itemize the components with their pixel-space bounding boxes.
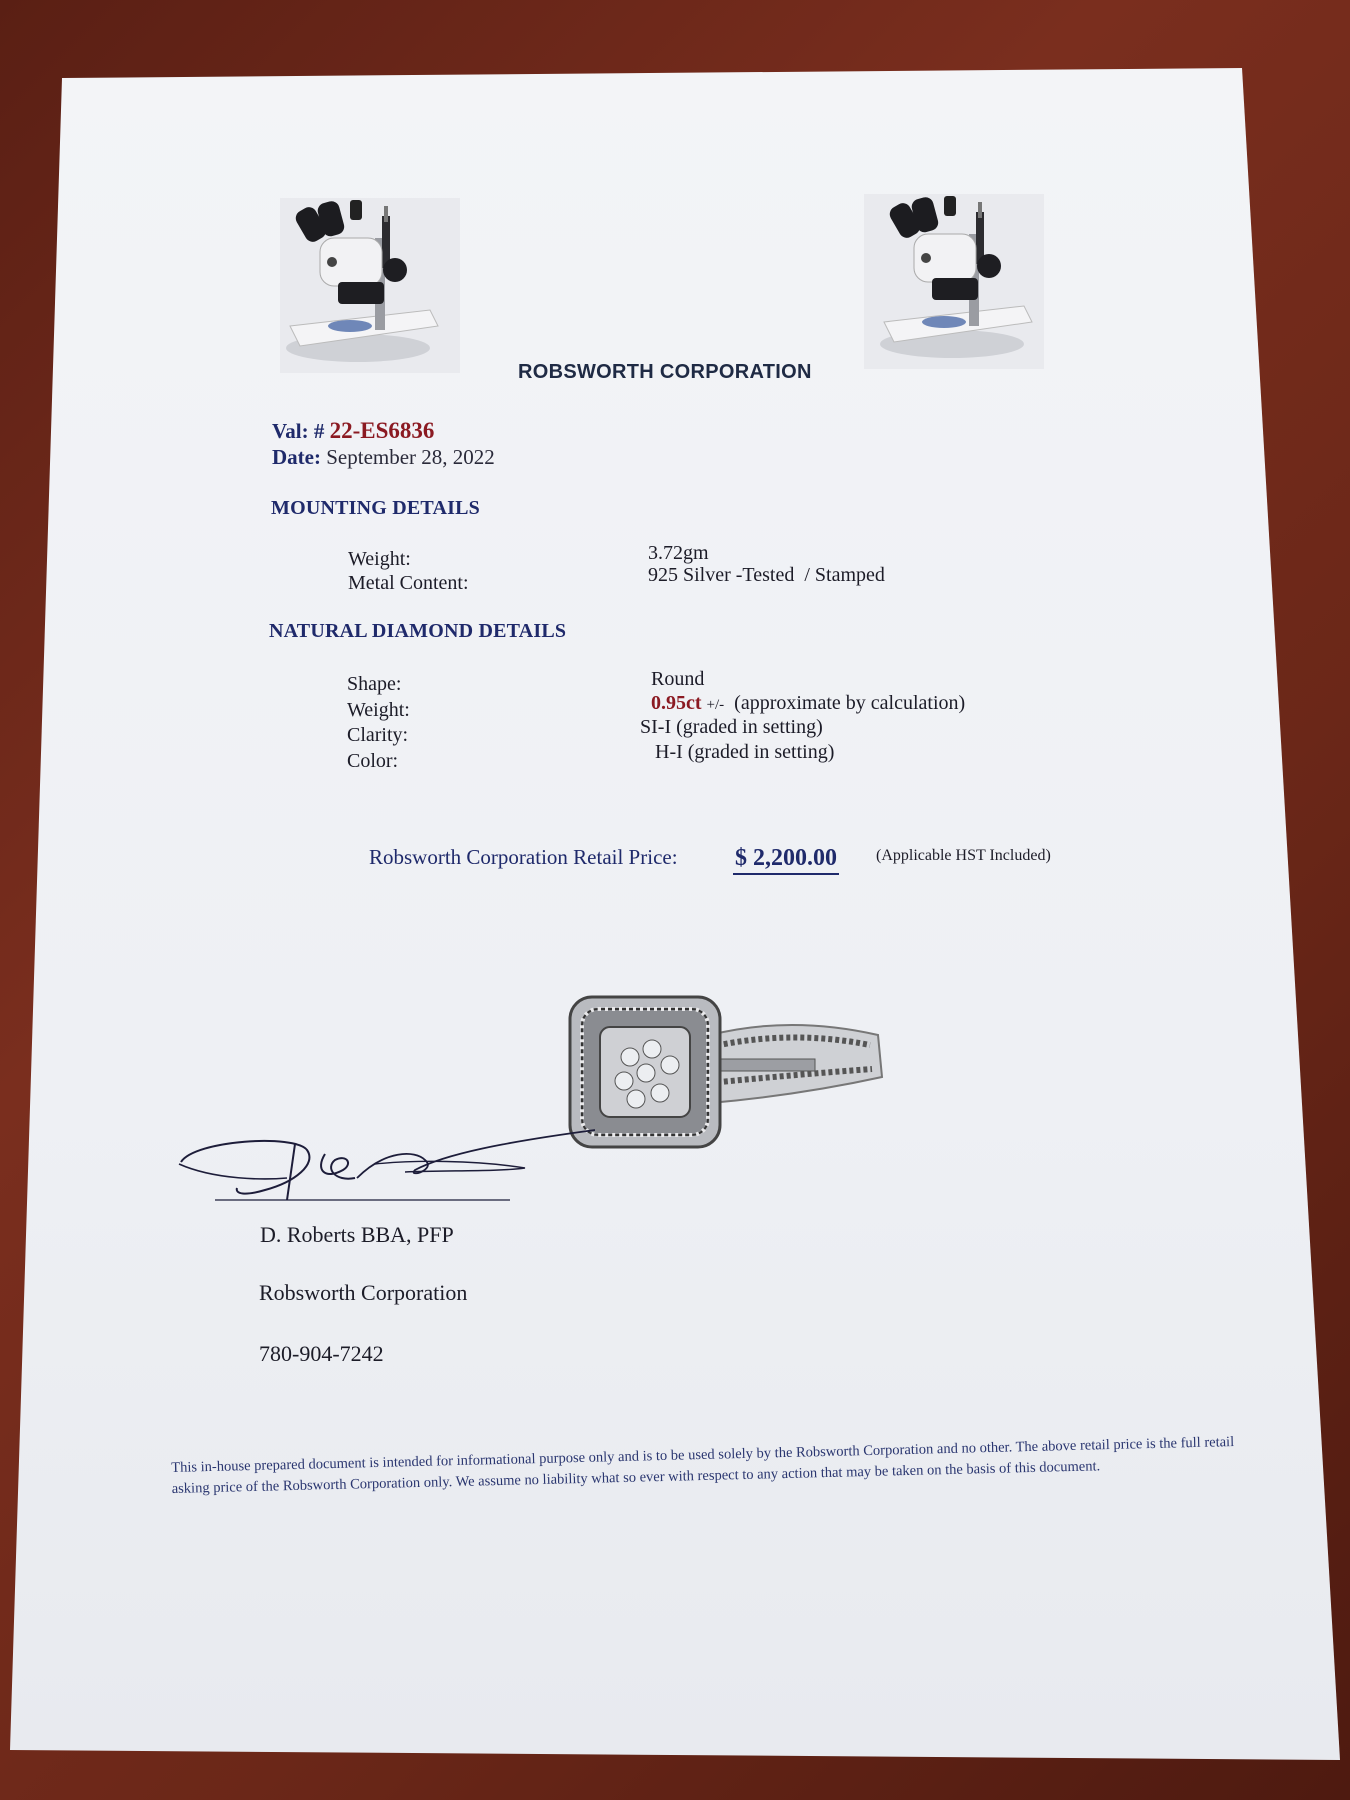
retail-price-label: Robsworth Corporation Retail Price: bbox=[369, 845, 678, 869]
signatory-name: D. Roberts BBA, PFP bbox=[260, 1222, 454, 1247]
date-label: Date: bbox=[272, 445, 321, 469]
signatory-phone: 780-904-7242 bbox=[259, 1341, 384, 1366]
clarity-label: Clarity: bbox=[347, 724, 409, 746]
diamond-details-title: NATURAL DIAMOND DETAILS bbox=[269, 620, 567, 642]
val-label: Val: # bbox=[272, 419, 325, 443]
date-line bbox=[272, 445, 495, 470]
mounting-details-title: MOUNTING DETAILS bbox=[271, 497, 480, 519]
carat-weight: 0.95ct bbox=[651, 692, 702, 714]
color-label: Color: bbox=[347, 750, 399, 772]
date-value: September 28, 2022 bbox=[326, 445, 495, 469]
metal-content-value: 925 Silver -Tested / Stamped bbox=[648, 564, 885, 586]
handwritten-signature bbox=[175, 1120, 595, 1225]
valuation-number-line bbox=[272, 418, 434, 444]
diamond-weight-label: Weight: bbox=[347, 699, 410, 721]
microscope-image-left bbox=[280, 198, 460, 373]
hst-note: (Applicable HST Included) bbox=[876, 847, 1051, 864]
shape-label: Shape: bbox=[347, 673, 402, 695]
retail-price-value: $ 2,200.00 bbox=[733, 845, 839, 875]
metal-content-label: Metal Content: bbox=[348, 572, 469, 594]
signatory-company: Robsworth Corporation bbox=[259, 1280, 468, 1305]
company-heading: ROBSWORTH CORPORATION bbox=[518, 361, 812, 383]
shape-value: Round bbox=[651, 668, 705, 690]
color-value: H-I (graded in setting) bbox=[655, 741, 835, 763]
val-number: 22-ES6836 bbox=[329, 418, 435, 443]
disclaimer-text: This in-house prepared document is intended for informational purpose only and is to be used solely by the Robsworth Corporation and no other. The above retail price is the full retail asking price of the Robsworth Corporation only. We assume no liability what so ever with respect to any action that may be taken on the basis of this document. bbox=[171, 1434, 1235, 1497]
microscope-image-right bbox=[864, 194, 1044, 369]
mount-weight-label: Weight: bbox=[348, 548, 411, 570]
carat-tolerance: +/- bbox=[706, 697, 725, 713]
diamond-weight-value bbox=[651, 692, 965, 715]
ring-photo bbox=[560, 985, 890, 1155]
clarity-value: SI-I (graded in setting) bbox=[640, 716, 823, 738]
carat-note: (approximate by calculation) bbox=[734, 692, 966, 714]
mount-weight-value: 3.72gm bbox=[648, 542, 709, 564]
